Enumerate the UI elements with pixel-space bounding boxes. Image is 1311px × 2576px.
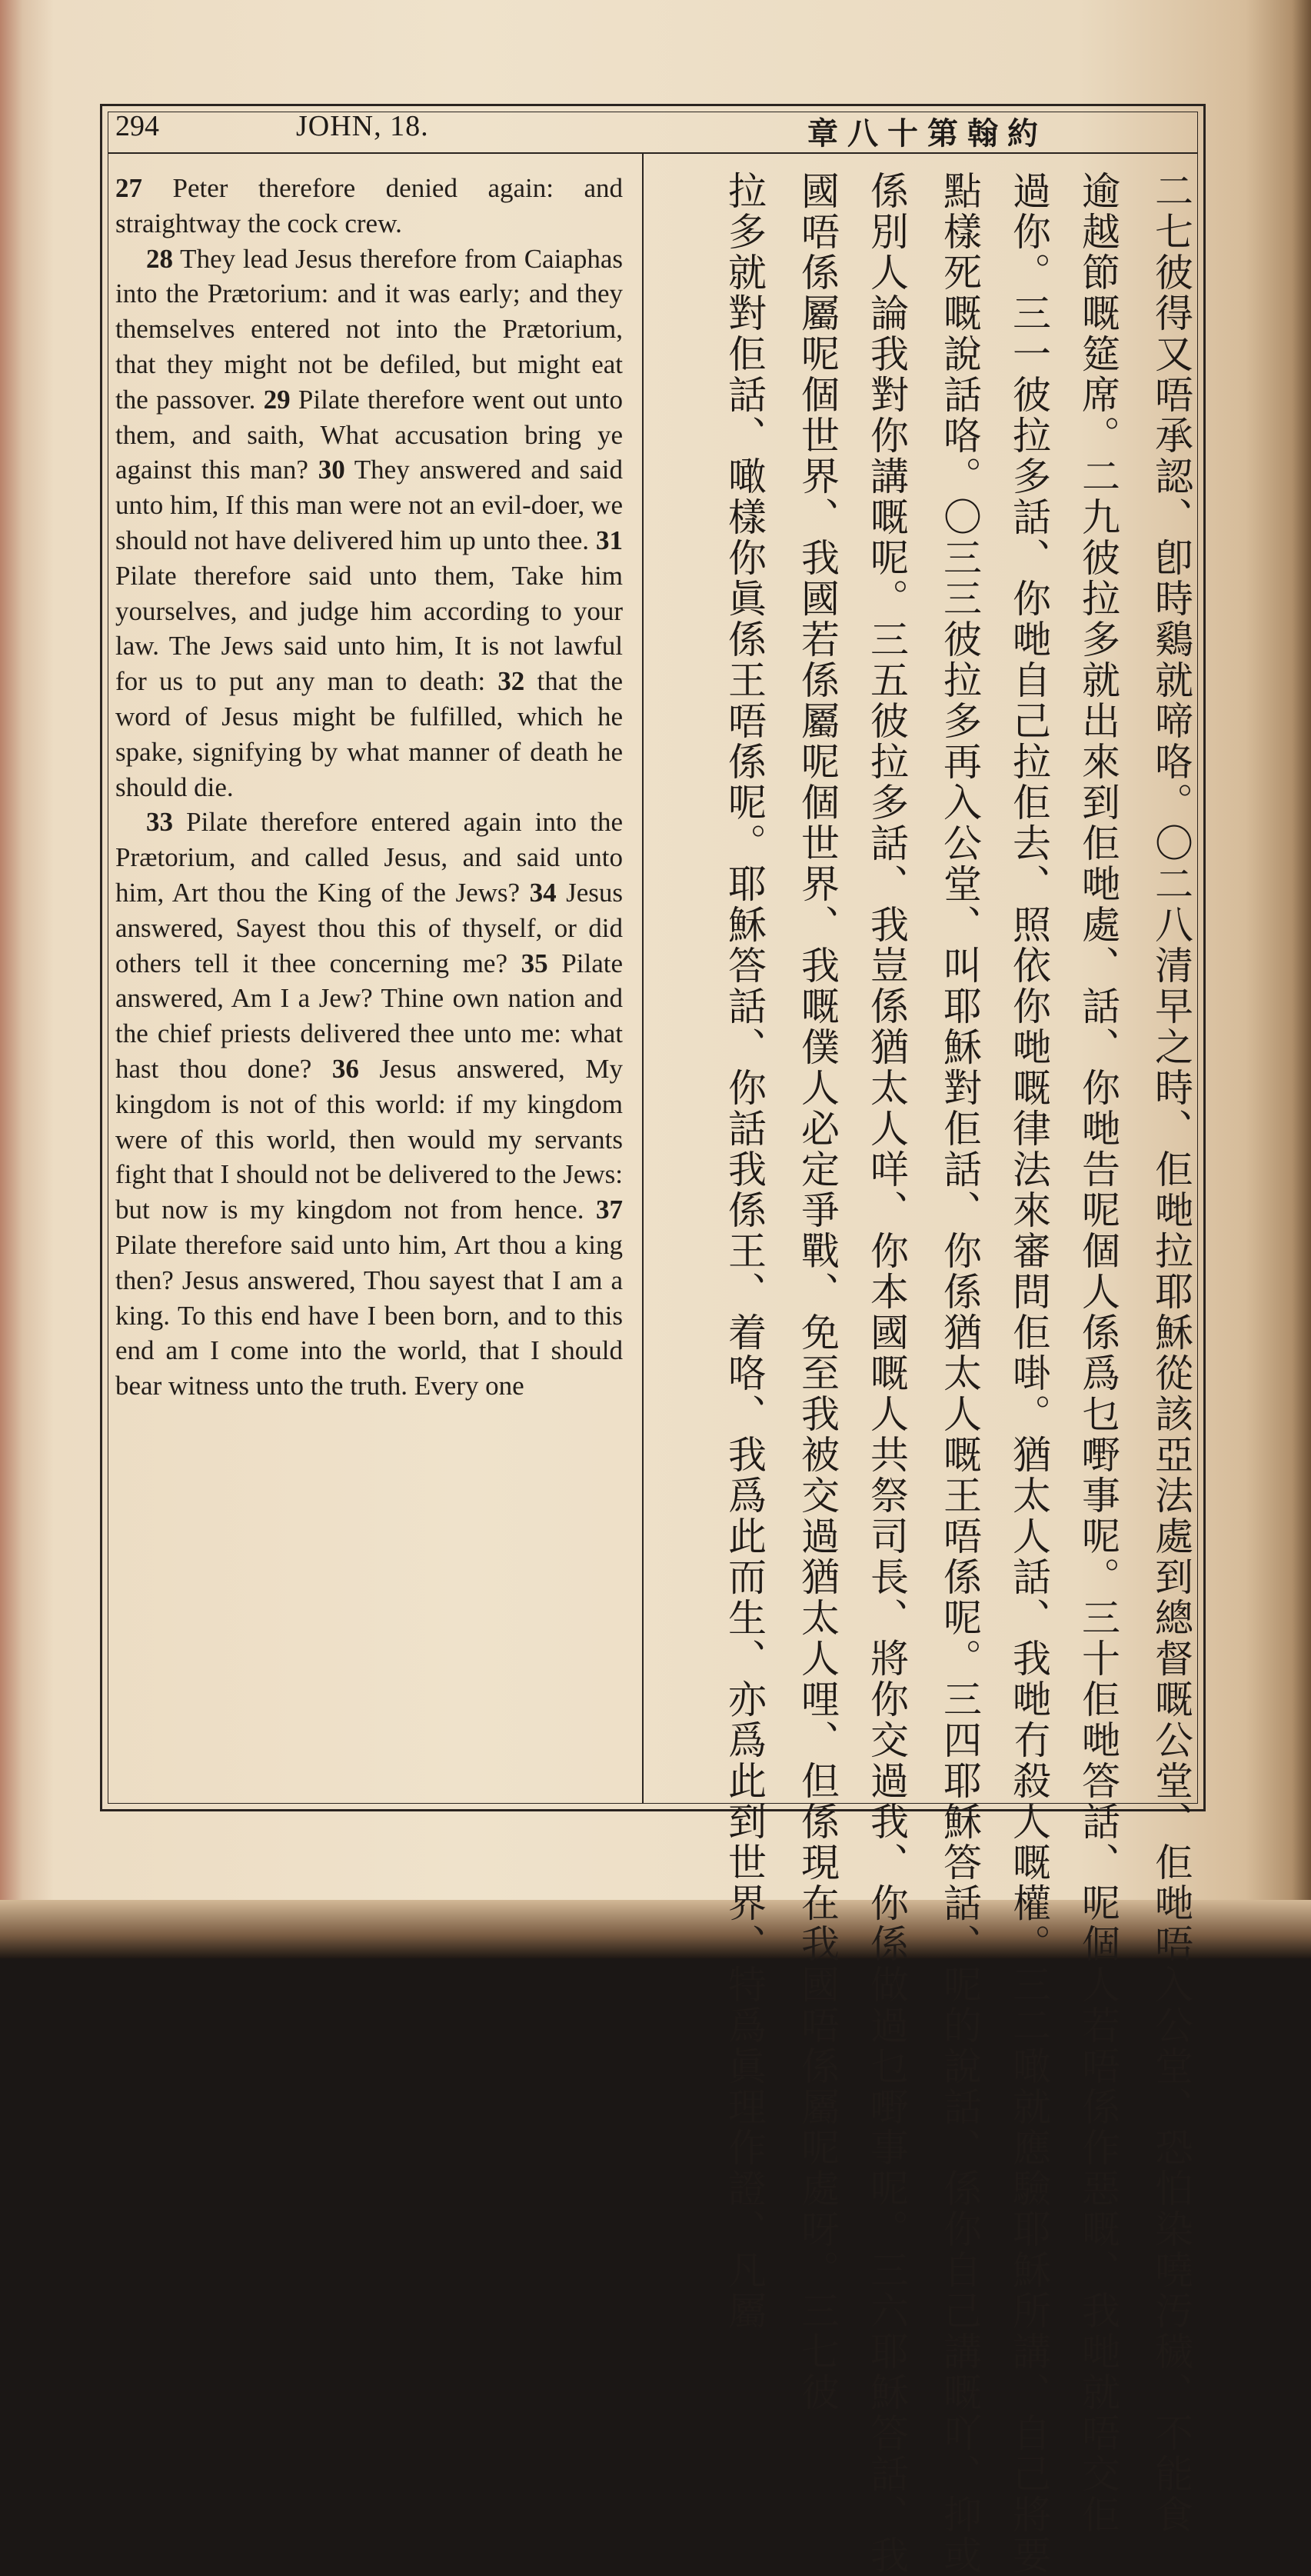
verse-number: 32 <box>497 666 525 697</box>
verse-text: They answered and said unto him, If this man were not an evil-doer, we should not have delivered him up unto thee. <box>115 455 623 555</box>
chinese-text-line: 二七彼得又唔承認、卽時鷄就啼咯。〇二八清早之時、佢哋拉耶穌從該亞法處到總督嘅公堂、佢哋唔入公堂、恐怕染嘵汚穢、不能食 <box>1149 171 1193 2535</box>
english-text-column <box>115 171 623 1404</box>
verse-text: Jesus answered, Sayest thou this of thyself, or did others tell it thee concerning me? <box>115 877 623 978</box>
running-head: JOHN, 18. <box>296 110 429 142</box>
chinese-text-line: 點樣死嘅說話咯。〇三三彼拉多再入公堂、叫耶穌對佢話、你係猶太人嘅王唔係呢。三四耶穌答話、呢的說話、係你自己講嘅吖、抑或 <box>937 171 982 2576</box>
verse-number: 28 <box>146 243 173 274</box>
chinese-text-line: 過你。三一彼拉多話、你哋自己拉佢去、照依你哋嘅律法來審問佢啩。猶太人話、我哋冇殺人嘅權。三二噉就應驗耶穌所講、自己將要 <box>1007 171 1051 2576</box>
verse-number: 31 <box>596 525 623 555</box>
verse-text: Peter therefore denied again: and straightway the cock crew. <box>115 173 623 238</box>
verse-text: Pilate therefore said unto them, Take him yourselves, and judge him according to your law. The Jews said unto him, It is not lawful for us to put any man to death: <box>115 560 623 697</box>
verse-number: 34 <box>529 877 557 908</box>
verse-number: 36 <box>331 1053 359 1084</box>
verse-number: 33 <box>146 807 173 838</box>
verse-text: that the word of Jesus might be fulfilled, which he spake, signifying by what manner of death he should die. <box>115 666 623 802</box>
verse-text: Jesus answered, My kingdom is not of this world: if my kingdom were of this world, then would my servants fight that I should not be delivered to the Jews: but now is my kingdom not from hence. <box>115 1053 623 1225</box>
verse-text: They lead Jesus therefore from Caiaphas into the Prætorium: and it was early; and they themselves entered not into the Prætorium, that they might not be defiled, but might eat the passover. <box>115 243 623 415</box>
page-number: 294 <box>115 110 159 142</box>
chinese-heading: 章八十第翰約 <box>807 116 1047 152</box>
verse-number: 27 <box>115 173 142 203</box>
english-paragraph <box>115 171 623 242</box>
verse-number: 30 <box>318 455 345 485</box>
verse-number: 35 <box>521 948 548 978</box>
verse-text: Pilate therefore said unto him, Art thou a king then? Jesus answered, Thou sayest that I am a king. To this end have I been born, and to this end am I come into the world, that I should bear witness unto the truth. Every one <box>115 1229 623 1401</box>
english-paragraph <box>115 242 623 805</box>
chinese-text-line: 係別人論我對你講嘅呢。三五彼拉多話、我豈係猶太人咩、你本國嘅人共祭司長、將你交過我、你係做過乜嘢事呢。三六耶穌答話、我 <box>864 171 909 2576</box>
verse-text: Pilate answered, Am I a Jew? Thine own nation and the chief priests delivered thee unto me: what hast thou done? <box>115 948 623 1084</box>
column-divider <box>642 152 644 1804</box>
verse-number: 37 <box>596 1195 623 1225</box>
verse-text: Pilate therefore entered again into the Prætorium, and called Jesus, and said unto him, Art thou the King of the Jews? <box>115 807 623 908</box>
chinese-text-line: 國唔係屬呢個世界、我國若係屬呢個世界、我嘅僕人必定爭戰、免至我被交過猶太人哩、但係現在我國唔係屬呢處呀。三七彼 <box>795 171 840 2413</box>
verse-text: Pilate therefore went out unto them, and saith, What accusation bring ye against this man? <box>115 384 623 485</box>
chinese-text-line: 逾越節嘅筵席。二九彼拉多就出來到佢哋處、話、你哋告呢個人係爲乜嘢事呢。三十佢哋答話、呢個人若唔係作惡嘅、我哋就唔交佢 <box>1076 171 1120 2535</box>
english-paragraph <box>115 805 623 1404</box>
chinese-text-line: 拉多就對佢話、噉樣你眞係王唔係呢。耶穌答話、你話我係王、着咯、我爲此而生、亦爲此到世界、特爲眞理作證、凡屬 <box>722 171 767 2331</box>
verse-number: 29 <box>263 384 291 415</box>
